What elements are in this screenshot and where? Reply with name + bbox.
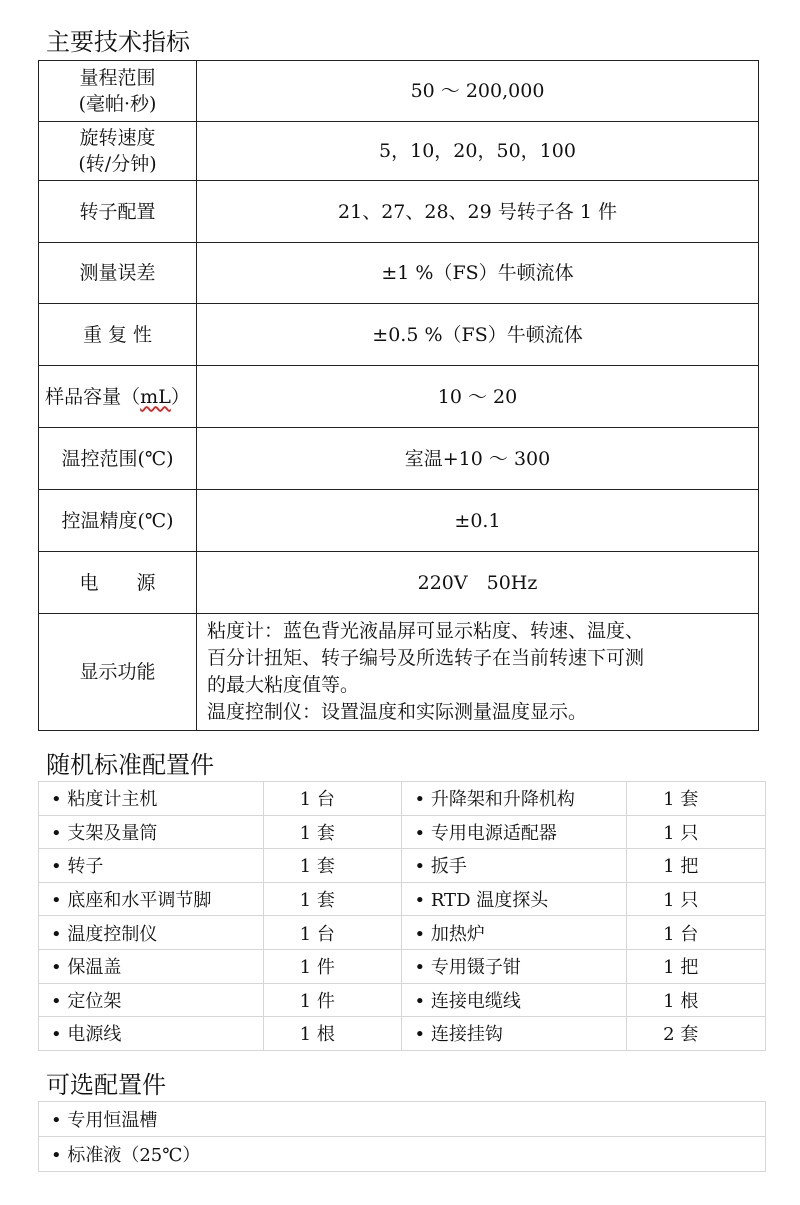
spec-row-temp-range [39, 428, 759, 490]
std-qty: 1 件 [263, 949, 402, 983]
std-item: • 专用电源适配器 [402, 815, 627, 849]
spec-label-rotor: 转子配置 [39, 181, 197, 243]
table-row [39, 882, 766, 916]
sample-volume-unit: mL [140, 385, 171, 408]
spec-label-speed [39, 122, 197, 181]
std-qty: 1 套 [263, 815, 402, 849]
std-item: • 定位架 [39, 983, 264, 1017]
optional-config-table [38, 1101, 766, 1172]
display-line-1: 粘度计：蓝色背光液晶屏可显示粘度、转速、温度、 [207, 620, 645, 642]
spec-row-power [39, 552, 759, 614]
table-row [39, 983, 766, 1017]
spec-label-range-line1: 量程范围 [79, 67, 156, 89]
std-qty: 1 根 [627, 983, 766, 1017]
spec-row-error [39, 243, 759, 304]
spec-row-display [39, 614, 759, 731]
spec-label-range-line2: (毫帕·秒) [78, 93, 157, 115]
display-line-4: 温度控制仪：设置温度和实际测量温度显示。 [207, 701, 588, 723]
table-row [39, 782, 766, 816]
std-item: • 扳手 [402, 849, 627, 883]
list-item [39, 1137, 766, 1172]
spec-label-temp-precision: 控温精度(℃) [39, 490, 197, 552]
std-item: • 连接电缆线 [402, 983, 627, 1017]
std-item: • 专用镊子钳 [402, 949, 627, 983]
spec-value-repeatability: ±0.5 %（FS）牛顿流体 [197, 304, 759, 366]
spec-table [38, 60, 759, 731]
table-row [39, 815, 766, 849]
spec-row-rotor [39, 181, 759, 243]
table-row [39, 949, 766, 983]
std-item: • 粘度计主机 [39, 782, 264, 816]
std-qty: 1 只 [627, 815, 766, 849]
spec-row-sample-volume [39, 366, 759, 428]
std-qty: 1 台 [263, 782, 402, 816]
optional-item: • 专用恒温槽 [39, 1102, 766, 1137]
std-item: • 底座和水平调节脚 [39, 882, 264, 916]
standard-section-title: 随机标准配置件 [46, 751, 214, 779]
std-qty: 2 套 [627, 1017, 766, 1051]
sample-volume-suffix: ） [170, 385, 190, 408]
spec-value-temp-range: 室温+10 ～ 300 [197, 428, 759, 490]
spec-row-repeatability [39, 304, 759, 366]
std-item: • 支架及量筒 [39, 815, 264, 849]
list-item [39, 1102, 766, 1137]
spec-section-title: 主要技术指标 [46, 28, 190, 56]
table-row [39, 916, 766, 950]
spec-label-speed-line2: (转/分钟) [78, 153, 157, 175]
std-item: • 转子 [39, 849, 264, 883]
spec-value-display [197, 614, 759, 731]
spec-label-error: 测量误差 [39, 243, 197, 304]
std-item: • 电源线 [39, 1017, 264, 1051]
spec-value-temp-precision: ±0.1 [197, 490, 759, 552]
spec-row-speed [39, 122, 759, 181]
std-qty: 1 套 [263, 882, 402, 916]
spec-row-range [39, 61, 759, 122]
std-item: • 保温盖 [39, 949, 264, 983]
spec-value-rotor: 21、27、28、29 号转子各 1 件 [197, 181, 759, 243]
spec-label-power: 电 源 [39, 552, 197, 614]
std-qty: 1 件 [263, 983, 402, 1017]
std-qty: 1 根 [263, 1017, 402, 1051]
optional-section-title: 可选配置件 [46, 1071, 166, 1099]
display-line-3: 的最大粘度值等。 [207, 674, 360, 696]
spec-value-power: 220V 50Hz [197, 552, 759, 614]
std-qty: 1 套 [263, 849, 402, 883]
optional-item: • 标准液（25℃） [39, 1137, 766, 1172]
spec-label-speed-line1: 旋转速度 [79, 127, 156, 149]
std-qty: 1 套 [627, 782, 766, 816]
std-item: • 温度控制仪 [39, 916, 264, 950]
display-line-2: 百分计扭矩、转子编号及所选转子在当前转速下可测 [207, 647, 645, 669]
std-qty: 1 把 [627, 849, 766, 883]
spec-label-sample-volume [39, 366, 197, 428]
std-item: • 加热炉 [402, 916, 627, 950]
spec-value-speed: 5，10，20，50，100 [197, 122, 759, 181]
spec-label-range [39, 61, 197, 122]
sample-volume-prefix: 样品容量（ [45, 385, 141, 408]
std-qty: 1 只 [627, 882, 766, 916]
table-row [39, 1017, 766, 1051]
std-item: • 连接挂钩 [402, 1017, 627, 1051]
std-qty: 1 台 [263, 916, 402, 950]
spec-value-range: 50 ～ 200,000 [197, 61, 759, 122]
table-row [39, 849, 766, 883]
spec-label-repeatability: 重 复 性 [39, 304, 197, 366]
std-qty: 1 把 [627, 949, 766, 983]
spec-value-sample-volume: 10 ～ 20 [197, 366, 759, 428]
std-item: • 升降架和升降机构 [402, 782, 627, 816]
spec-row-temp-precision [39, 490, 759, 552]
std-qty: 1 台 [627, 916, 766, 950]
spec-value-error: ±1 %（FS）牛顿流体 [197, 243, 759, 304]
standard-config-table [38, 781, 766, 1051]
std-item: • RTD 温度探头 [402, 882, 627, 916]
spec-label-display: 显示功能 [39, 614, 197, 731]
spec-label-temp-range: 温控范围(℃) [39, 428, 197, 490]
